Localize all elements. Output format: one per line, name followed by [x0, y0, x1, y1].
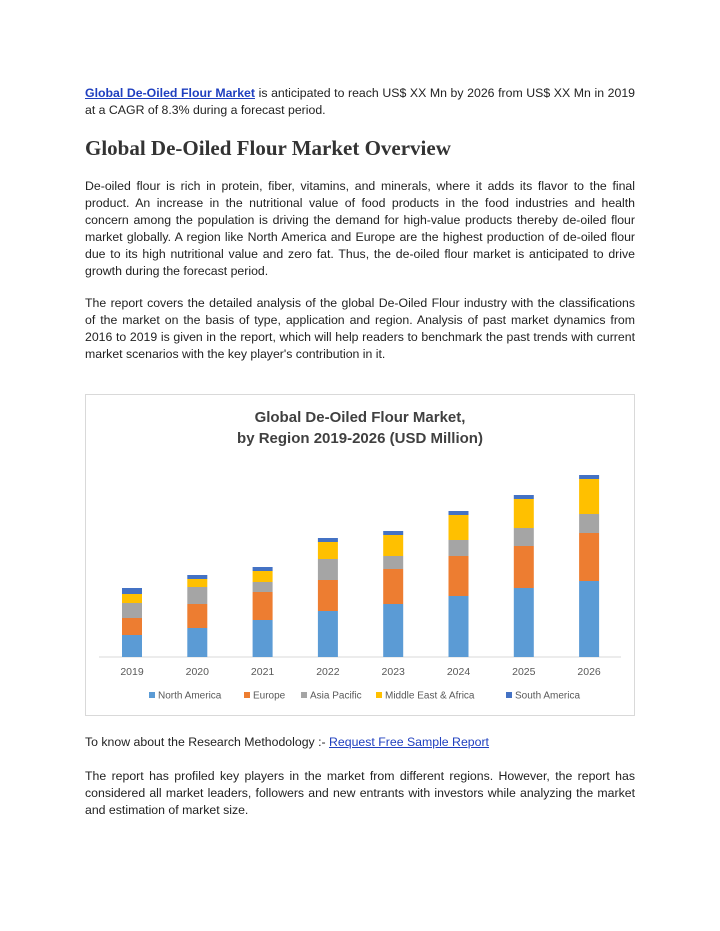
bar-segment-north-america-2019: [122, 635, 142, 657]
bar-segment-north-america-2024: [449, 596, 469, 657]
bar-segment-europe-2022: [318, 580, 338, 611]
bar-segment-asia-pacific-2024: [449, 540, 469, 556]
chart-title-line2: by Region 2019-2026 (USD Million): [237, 430, 483, 447]
legend-swatch: [244, 692, 250, 698]
bar-segment-north-america-2020: [187, 628, 207, 657]
legend-label: Europe: [253, 690, 286, 702]
legend-item-europe: [244, 691, 286, 702]
x-tick-label-2024: 2024: [446, 666, 471, 678]
bar-segment-asia-pacific-2026: [579, 514, 599, 533]
methodology-line: [85, 734, 635, 751]
legend-label: South America: [515, 690, 581, 702]
bar-segment-europe-2020: [187, 604, 207, 628]
legend-swatch: [149, 692, 155, 698]
bar-segment-south-america-2025: [514, 495, 534, 499]
x-tick-label-2021: 2021: [250, 666, 275, 678]
bar-segment-asia-pacific-2019: [122, 603, 142, 618]
legend-label: Asia Pacific: [310, 690, 362, 702]
chart-svg: [86, 395, 634, 715]
overview-paragraph: De-oiled flour is rich in protein, fiber, vitamins, and minerals, where it adds its flavor to the final product. An increase in the nutritional value of food products in the food industries and health concern among the population is driving the demand for high-value products thereby de-oiled flour market globally. A region like North America and Europe are the highest production of de-oiled flour due to its high nutritional value and zero fat. Thus, the de-oiled flour market is anticipated to drive growth during the forecast period.: [85, 179, 635, 278]
bar-segment-north-america-2023: [383, 604, 403, 657]
bar-segment-north-america-2021: [253, 620, 273, 657]
x-tick-labels: [120, 666, 601, 678]
bar-segment-asia-pacific-2021: [253, 582, 273, 592]
bar-segment-north-america-2022: [318, 611, 338, 657]
bar-segment-south-america-2023: [383, 531, 403, 535]
key-players-paragraph: The report has profiled key players in the market from different regions. However, the report has considered all market leaders, followers and new entrants with investors while analyzing the market and estimation of market size.: [85, 769, 635, 817]
bar-segment-asia-pacific-2025: [514, 528, 534, 546]
x-tick-label-2022: 2022: [316, 666, 340, 678]
bar-segment-asia-pacific-2020: [187, 587, 207, 604]
page-heading: Global De-Oiled Flour Market Overview: [85, 136, 451, 160]
bar-segment-middle-east-africa-2019: [122, 594, 142, 603]
intro-paragraph: [85, 85, 635, 119]
bar-segment-south-america-2022: [318, 538, 338, 542]
bar-segment-south-america-2024: [449, 511, 469, 515]
market-link[interactable]: Global De-Oiled Flour Market: [85, 86, 255, 100]
chart-title-line1: Global De-Oiled Flour Market,: [254, 409, 466, 426]
methodology-text: To know about the Research Methodology :-: [85, 735, 330, 749]
bar-segment-south-america-2020: [187, 575, 207, 579]
bar-segment-europe-2019: [122, 618, 142, 635]
bar-segment-europe-2024: [449, 556, 469, 596]
x-tick-label-2020: 2020: [185, 666, 209, 678]
legend-item-south-america: [506, 691, 580, 702]
bar-segment-europe-2023: [383, 569, 403, 604]
legend-swatch: [301, 692, 307, 698]
legend-swatch: [506, 692, 512, 698]
request-sample-link[interactable]: Request Free Sample Report: [329, 735, 489, 749]
intro-text: is anticipated to reach US$ XX Mn by 2026 from US$ XX Mn in 2019 at a CAGR of 8.3% during a forecast period.: [85, 86, 635, 117]
bar-segment-south-america-2021: [253, 567, 273, 571]
legend-swatch: [376, 692, 382, 698]
bar-segment-asia-pacific-2023: [383, 556, 403, 569]
bar-segment-middle-east-africa-2022: [318, 542, 338, 559]
bar-segment-middle-east-africa-2025: [514, 499, 534, 528]
bar-segment-north-america-2025: [514, 588, 534, 657]
bar-segment-middle-east-africa-2021: [253, 571, 273, 582]
bar-segment-middle-east-africa-2020: [187, 579, 207, 587]
bar-segment-south-america-2026: [579, 475, 599, 479]
x-tick-label-2025: 2025: [512, 666, 536, 678]
legend-item-asia-pacific: [301, 691, 362, 702]
bar-segment-asia-pacific-2022: [318, 559, 338, 580]
legend-item-middle-east-africa: [376, 691, 475, 702]
report-paragraph: The report covers the detailed analysis of the global De-Oiled Flour industry with the classifications of the market on the basis of type, application and region. Analysis of past market dynamics from 2016 to 2019 is given in the report, which will help readers to benchmark the past trends with current market scenarios with the key player's contribution in it.: [85, 296, 635, 361]
bar-segment-europe-2026: [579, 533, 599, 581]
legend-item-north-america: [149, 691, 222, 702]
legend-label: North America: [158, 690, 222, 702]
bar-segment-europe-2021: [253, 592, 273, 620]
bars-group: [122, 475, 599, 657]
x-tick-label-2023: 2023: [381, 666, 405, 678]
x-tick-label-2026: 2026: [577, 666, 601, 678]
bar-segment-europe-2025: [514, 546, 534, 588]
x-tick-label-2019: 2019: [120, 666, 144, 678]
legend-label: Middle East & Africa: [385, 690, 475, 702]
bar-segment-middle-east-africa-2023: [383, 535, 403, 556]
bar-segment-south-america-2019: [122, 588, 142, 594]
bar-segment-middle-east-africa-2026: [579, 479, 599, 514]
bar-segment-middle-east-africa-2024: [449, 515, 469, 540]
chart-legend: [149, 691, 580, 702]
bar-segment-north-america-2026: [579, 581, 599, 657]
market-chart: [85, 394, 635, 716]
